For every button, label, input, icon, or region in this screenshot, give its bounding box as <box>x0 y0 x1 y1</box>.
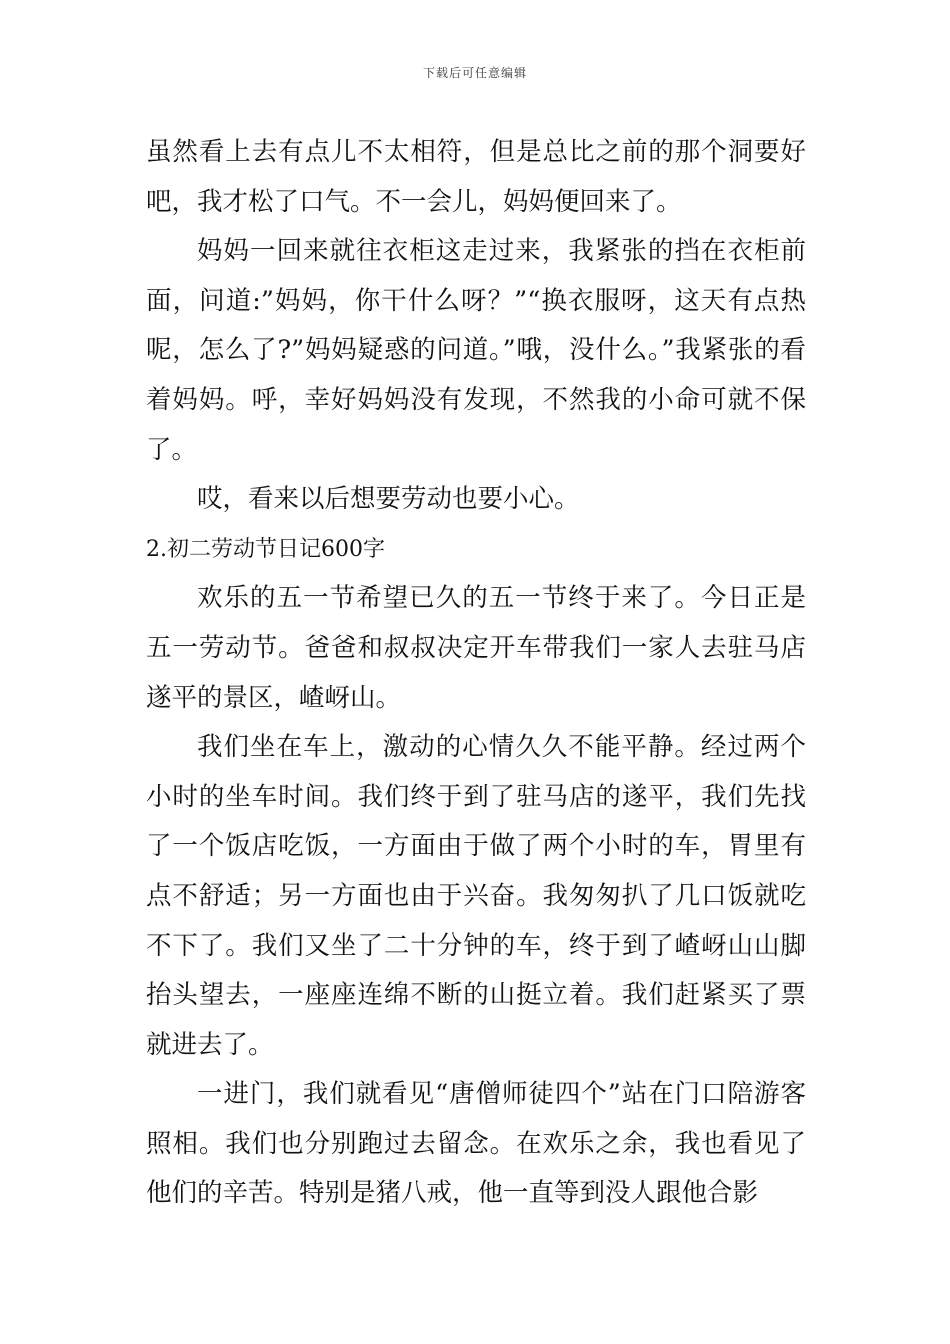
paragraph-3: 哎，看来以后想要劳动也要小心。 <box>197 484 580 515</box>
document-body <box>146 128 806 1219</box>
page-header: 下载后可任意编辑 <box>422 66 527 80</box>
paragraph-1: 虽然看上去有点儿不太相符，但是总比之前的那个洞要好吧，我才松了口气。不一会儿，妈妈便回来了。 <box>146 137 806 217</box>
section-heading: 2.初二劳动节日记600字 <box>146 536 385 562</box>
paragraph-5: 我们坐在车上，激动的心情久久不能平静。经过两个小时的坐车时间。我们终于到了驻马店的遂平，我们先找了一个饭店吃饭，一方面由于做了两个小时的车，胃里有点不舒适；另一方面也由于兴奋。我匆匆扒了几口饭就吃不下了。我们又坐了二十分钟的车，终于到了嵖岈山山脚抬头望去，一座座连绵不断的山挺立着。我们赶紧买了票就进去了。 <box>146 732 806 1060</box>
paragraph-2: 妈妈一回来就往衣柜这走过来，我紧张的挡在衣柜前面，问道:”妈妈，你干什么呀？”“换衣服呀，这天有点热呢，怎么了?”妈妈疑惑的问道。”哦，没什么。”我紧张的看着妈妈。呼，幸好妈妈没有发现，不然我的小命可就不保了。 <box>146 236 806 465</box>
paragraph-6: 一进门，我们就看见“唐僧师徒四个”站在门口陪游客照相。我们也分别跑过去留念。在欢乐之余，我也看见了他们的辛苦。特别是猪八戒，他一直等到没人跟他合影 <box>146 1079 806 1209</box>
paragraph-4: 欢乐的五一节希望已久的五一节终于来了。今日正是五一劳动节。爸爸和叔叔决定开车带我们一家人去驻马店遂平的景区，嵖岈山。 <box>146 583 806 713</box>
